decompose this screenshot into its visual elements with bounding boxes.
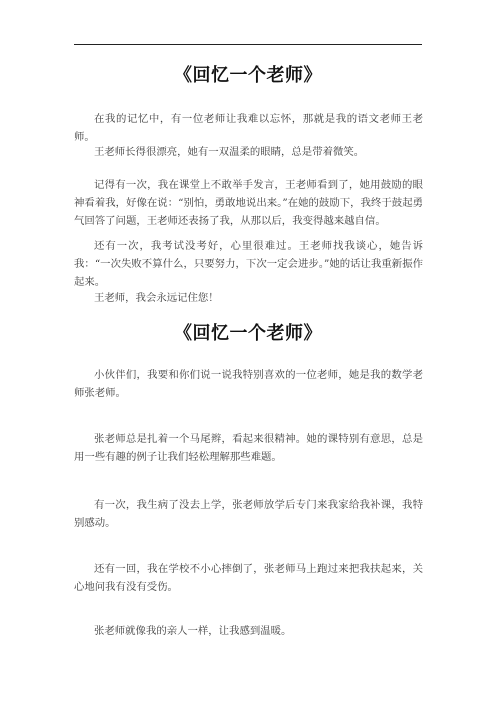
- header-rule: [74, 44, 422, 45]
- article-1-paragraph-5: 王老师，我会永远记住您！: [94, 292, 219, 304]
- article-1-paragraph-1: 在我的记忆中，有一位老师让我难以忘怀，那就是我的语文老师王老师。: [74, 113, 423, 143]
- article-2-paragraph-4: 还有一回，我在学校不小心摔倒了，张老师马上跑过来把我扶起来，关心地问我有没有受伤。: [74, 563, 423, 593]
- article-1-paragraph-4: 还有一次，我考试没考好，心里很难过。王老师找我谈心，她告诉我：“一次失败不算什么，只要努力，下次一定会进步。”她的话让我重新振作起来。: [74, 240, 423, 288]
- article-1-paragraph-3: 记得有一次，我在课堂上不敢举手发言，王老师看到了，她用鼓励的眼神看着我，好像在说：“别怕，勇敢地说出来。”在她的鼓励下，我终于鼓起勇气回答了问题，王老师还表扬了我，从那以后，我变得越来越自信。: [74, 179, 423, 227]
- article-2-paragraph-1: 小伙伴们，我要和你们说一说我特别喜欢的一位老师，她是我的数学老师张老师。: [74, 369, 423, 399]
- article-1-title: 《回忆一个老师》: [174, 65, 322, 86]
- article-1-paragraph-2: 王老师长得很漂亮，她有一双温柔的眼睛，总是带着微笑。: [94, 146, 365, 158]
- article-2-title: 《回忆一个老师》: [174, 323, 322, 344]
- article-2-paragraph-3: 有一次，我生病了没去上学，张老师放学后专门来我家给我补课，我特别感动。: [74, 499, 423, 529]
- article-2-paragraph-5: 张老师就像我的亲人一样，让我感到温暖。: [94, 625, 292, 637]
- article-2-paragraph-2: 张老师总是扎着一个马尾辫，看起来很精神。她的课特别有意思，总是用一些有趣的例子让我们轻松理解那些难题。: [74, 433, 423, 463]
